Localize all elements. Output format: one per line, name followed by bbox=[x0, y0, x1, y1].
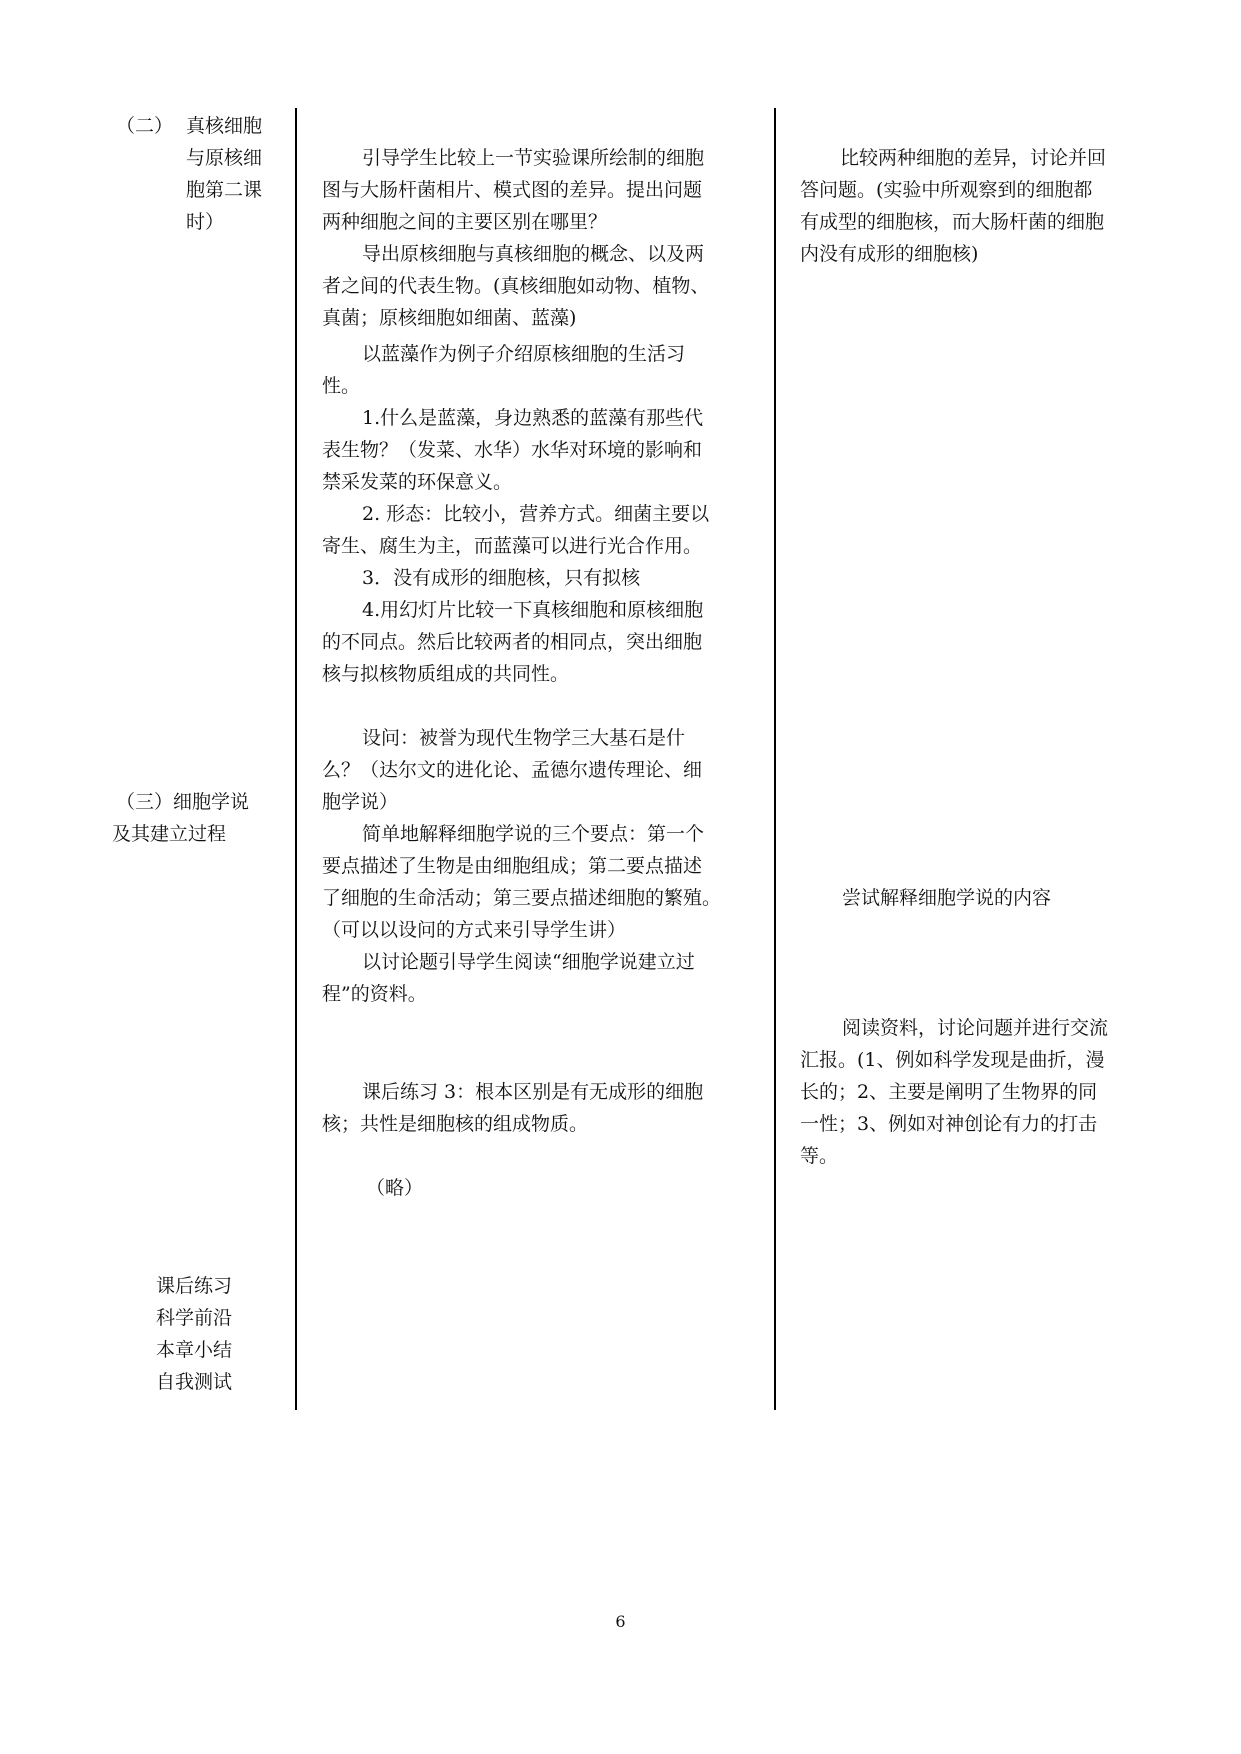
tail-item: 课后练习 bbox=[156, 1275, 233, 1297]
middle-text-line: 导出原核细胞与真核细胞的概念、以及两 bbox=[362, 243, 705, 265]
middle-text-line: 程”的资料。 bbox=[322, 983, 427, 1005]
middle-text-line: 的不同点。然后比较两者的相同点，突出细胞 bbox=[322, 631, 703, 653]
section-2-title-line: 时） bbox=[186, 211, 225, 233]
middle-text-line: 以讨论题引导学生阅读“细胞学说建立过 bbox=[362, 951, 695, 973]
section-2-title-line: 与原核细 bbox=[186, 147, 263, 169]
middle-text-line: 表生物？（发菜、水华）水华对环境的影响和 bbox=[322, 439, 703, 461]
omitted-note: （略） bbox=[366, 1177, 424, 1199]
middle-text-line: 要点描述了生物是由细胞组成；第二要点描述 bbox=[322, 855, 703, 877]
right-text-line: 内没有成形的细胞核) bbox=[800, 243, 979, 265]
middle-text-line: 设问：被誉为现代生物学三大基石是什 bbox=[362, 727, 686, 749]
middle-text-line: 胞学说） bbox=[322, 791, 399, 813]
right-text-line: 等。 bbox=[800, 1145, 839, 1167]
middle-text-line: （可以以设问的方式来引导学生讲） bbox=[322, 919, 627, 941]
tail-item: 自我测试 bbox=[156, 1371, 233, 1393]
column-divider-left bbox=[295, 108, 297, 1410]
section-3-title-line: 及其建立过程 bbox=[112, 823, 227, 845]
middle-text-line: 寄生、腐生为主，而蓝藻可以进行光合作用。 bbox=[322, 535, 703, 557]
page-number: 6 bbox=[615, 1612, 626, 1631]
middle-text-line: 么？（达尔文的进化论、孟德尔遗传理论、细 bbox=[322, 759, 703, 781]
tail-item: 科学前沿 bbox=[156, 1307, 233, 1329]
right-text-line: 尝试解释细胞学说的内容 bbox=[842, 887, 1052, 909]
middle-text-line: 引导学生比较上一节实验课所绘制的细胞 bbox=[362, 147, 705, 169]
right-text-line: 阅读资料，讨论问题并进行交流 bbox=[842, 1017, 1109, 1039]
middle-text-line: 2. 形态：比较小，营养方式。细菌主要以 bbox=[362, 503, 710, 525]
right-text-line: 有成型的细胞核，而大肠杆菌的细胞 bbox=[800, 211, 1105, 233]
middle-text-line: 1.什么是蓝藻，身边熟悉的蓝藻有那些代 bbox=[362, 407, 704, 429]
middle-text-line: 图与大肠杆菌相片、模式图的差异。提出问题 bbox=[322, 179, 703, 201]
right-text-line: 长的；2、主要是阐明了生物界的同 bbox=[800, 1081, 1098, 1103]
tail-item: 本章小结 bbox=[156, 1339, 233, 1361]
section-2-label: （二） bbox=[116, 115, 174, 137]
middle-text-line: 核；共性是细胞核的组成物质。 bbox=[322, 1113, 589, 1135]
middle-text-line: 以蓝藻作为例子介绍原核细胞的生活习 bbox=[362, 343, 686, 365]
right-text-line: 一性；3、例如对神创论有力的打击 bbox=[800, 1113, 1098, 1135]
middle-text-line: 4.用幻灯片比较一下真核细胞和原核细胞 bbox=[362, 599, 704, 621]
middle-text-line: 禁采发菜的环保意义。 bbox=[322, 471, 513, 493]
right-text-line: 答问题。(实验中所观察到的细胞都 bbox=[800, 179, 1093, 201]
section-3-title-line: （三）细胞学说 bbox=[116, 791, 250, 813]
right-text-line: 比较两种细胞的差异，讨论并回 bbox=[840, 147, 1107, 169]
section-2-title-line: 真核细胞 bbox=[186, 115, 263, 137]
middle-text-line: 核与拟核物质组成的共同性。 bbox=[322, 663, 570, 685]
middle-text-line: 真菌；原核细胞如细菌、蓝藻) bbox=[322, 307, 577, 329]
middle-text-line: 课后练习 3：根本区别是有无成形的细胞 bbox=[362, 1081, 704, 1103]
middle-text-line: 者之间的代表生物。(真核细胞如动物、植物、 bbox=[322, 275, 710, 297]
middle-text-line: 了细胞的生命活动；第三要点描述细胞的繁殖。 bbox=[322, 887, 722, 909]
right-text-line: 汇报。(1、例如科学发现是曲折，漫 bbox=[800, 1049, 1105, 1071]
middle-text-line: 简单地解释细胞学说的三个要点：第一个 bbox=[362, 823, 705, 845]
column-divider-right bbox=[774, 108, 776, 1410]
middle-text-line: 两种细胞之间的主要区别在哪里？ bbox=[322, 211, 608, 233]
middle-text-line: 性。 bbox=[322, 375, 361, 397]
section-2-title-line: 胞第二课 bbox=[186, 179, 263, 201]
middle-text-line: 3．没有成形的细胞核，只有拟核 bbox=[362, 567, 641, 589]
